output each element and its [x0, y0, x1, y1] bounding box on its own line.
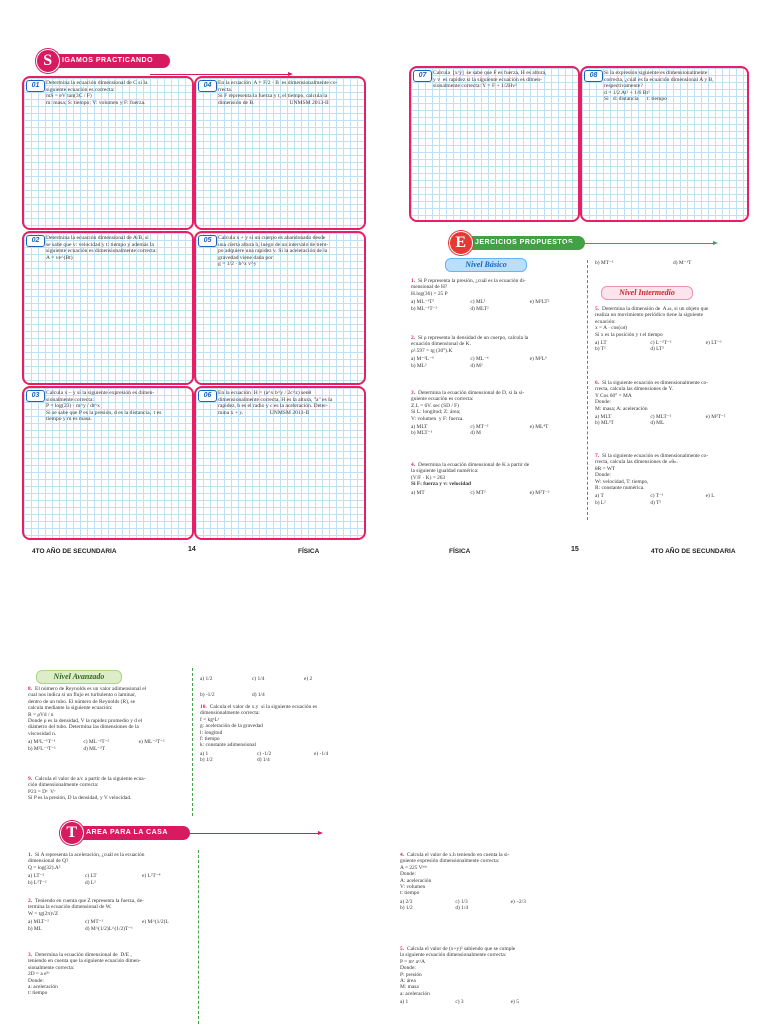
level-basic-badge: Nivel Básico — [445, 258, 527, 272]
section-title: AREA PARA LA CASA — [86, 829, 168, 836]
exercise-text: Si la expresión siguiente es dimensionalmente correcta, ¿cuál es la ecuación dimensional A y B, respectivamente? d = 1/2 At² + 1/6 Bt³ Si d: distancia t: tiempo — [604, 70, 714, 103]
question-10: 10. Calcula el valor de x.y si la siguiente ecuación es dimensionalmente correcta: f = kgˣLʸ g: aceleración de la gravedad l: longitud f: tiempo k: constante adimensional a) 1 c) -1/2 e) -1/4 b) 1/2 d) 1/4 — [200, 704, 329, 764]
exercise-number: 07 — [413, 70, 432, 82]
exercise-box-05 — [194, 231, 366, 385]
page-17 — [400, 660, 768, 1024]
exercise-box-08 — [580, 66, 749, 222]
section-title: JERCICIOS PROPUESTOS — [475, 239, 574, 246]
section-title: IGAMOS PRACTICANDO — [62, 57, 154, 64]
header-arrow — [565, 243, 715, 244]
section-letter: S — [36, 49, 60, 73]
column-divider — [587, 260, 588, 520]
exercise-text: Calcula [x/y] se sabe que F es fuerza, H es altura, y v es rapidez si la siguiente ecuación es dimen- sionalmente correcta: Y = F + 1/2Hv² — [433, 70, 547, 90]
level-intermediate-badge: Nivel Intermedio — [601, 286, 693, 300]
section-header-practicando — [42, 54, 170, 68]
question-9: 9. Calcula el valor de a/c a partir de la siguiente ecua- ción dimensionalmente correcta: P23 = Dᵃ Vᶜ Si P es la presión, D la densidad, y V velocidad. — [28, 776, 146, 802]
exercise-text: En la ecuación A = F/2 · B es dimensionalmente co- rrecta. Si F representa la fuerza y t, el tiempo, calcula la dimensión de B. UNMSM 2013-II — [218, 80, 338, 106]
header-arrow — [170, 833, 320, 834]
exercise-number: 08 — [584, 70, 603, 82]
question-3: 3. Determina la ecuación dimensional de D, si la si- guiente ecuación es correcta: Z.L = 6V. sec (SD / F) Si L: longitud; Z: área; V: volumen y F: fuerza. a) MLT c) MT⁻² e) ML⁴T b) MLT⁻¹ d) M — [411, 390, 549, 437]
exercise-text: Determina la ecuación dimensional de A/B, si se sabe que v: velocidad y t: tiempo y además la siguiente ecuación es dimensionalmente correcta: A = ve^(Bt) — [46, 235, 157, 261]
question-1: 1. Si P representa la presión, ¿cuál es la ecuación di- mensional de H? H.log(36) = 25 P a) ML⁻¹T² c) ML¹ e) M²LT² b) ML⁻¹T⁻² d) MLT² — [411, 278, 550, 312]
exercise-number: 02 — [26, 235, 45, 247]
question-5: 5. Determina la dimensión de A.ω, si un objeto que realiza un movimiento periódico tiene la siguiente ecuación: x = A · cos(ωt) Si x es la posición y t el tiempo a) LT c) L⁻²T⁻² e) LT⁻¹ b) T² d) LT² — [595, 306, 722, 353]
section-letter: E — [449, 231, 473, 255]
exercise-box-06 — [194, 386, 366, 540]
question-4: 4. Determina la ecuación dimensional de K a partir de la siguiente igualdad numérica: (V/F · K) = 263 Si F: fuerza y v: velocidad a) MT c) MT² e) M²T⁻² — [411, 462, 550, 496]
page-15 — [405, 60, 768, 565]
exercise-text: Determina la ecuación dimensional de C si la siguiente ecuación es correcta: mS = eV tan(3C / F) m: masa; S: tiempo; V: volumen y F: fuerza. — [46, 80, 148, 106]
exercise-number: 01 — [26, 80, 45, 92]
footer-subject: FÍSICA — [449, 548, 471, 555]
level-advanced-badge: Nivel Avanzado — [36, 670, 122, 684]
page-number: 14 — [188, 546, 196, 553]
exercise-box-02 — [22, 231, 194, 385]
footer-grade: 4TO AÑO DE SECUNDARIA — [651, 548, 736, 555]
exercise-box-01 — [22, 76, 194, 230]
section-letter: T — [60, 821, 84, 845]
exercise-box-03 — [22, 386, 194, 540]
page-number: 15 — [571, 546, 579, 553]
column-divider — [192, 668, 193, 816]
exercise-number: 04 — [198, 80, 217, 92]
question-7: 7. Si la siguiente ecuación es dimensionalmente co- rrecta, calcula las dimensiones de «θ». θR = WT Donde: W: velocidad, T: tiempo, R: constante numérica. a) T c) T⁻¹ e) L b) L² d) T² — [595, 453, 715, 506]
exercise-number: 06 — [198, 390, 217, 402]
exercise-text: Calcula x – y si la siguiente expresión es dimen- sionalmente correcta: P = log(23) · m^y / dt^x Si se sabe que P es la presión, d es la distancia, t es tiempo y m es masa. — [46, 390, 162, 423]
exercise-number: 03 — [26, 390, 45, 402]
homework-5: 5. Calcula el valor de (x+y)² sabiendo que se cumple la siguiente ecuación dimensionalmente correcta: P = mˣ aʸ/A Donde: P: presión A: área M: masa a: aceleración a) 1 c) 3 e) 5 — [400, 946, 519, 1006]
header-arrow — [150, 74, 290, 75]
homework-1: 1. Si A representa la aceleración, ¿cuál es la ecuación dimensional de Q? Q = log(32).A² a) LT⁻² c) LT e) L²T⁻⁴ b) L²T⁻² d) L² — [28, 852, 161, 886]
question-6: 6. Si la siguiente ecuación es dimensionalmente co- rrecta, calcula las dimensiones de Y. Y Cos 60° = MA Donde: M: masa; A: aceleración a) MLT c) MLT⁻² e) M²T⁻² b) ML²T d) ML — [595, 380, 726, 427]
column-divider — [198, 850, 199, 1024]
exercise-box-07 — [409, 66, 580, 222]
homework-4: 4. Calcula el valor de x.h teniendo en cuenta la si- guiente expresión dimensionalmente correcta: A = 225 Vᵏᵗʰ Donde: A: aceleración V: volumen t: tiempo a) 2/3 c) 1/3 e) –2/3 b) 1/2 d) 1/4 — [400, 852, 526, 912]
exercise-text: Calcula x + y si un cuerpo es abandonado desde una cierta altura h, luego de un intervalo de tiem- po adquiere una rapidez v. Si la aceleración de la gravedad viene dada por g = 1/2 · h^x v^y — [218, 235, 329, 268]
question-8: 8. El número de Reynolds es un valor adimensional el cual nos indica si un flujo es turbulento o laminar, dentro de un tubo. El número de Reynolds (R), se calcula mediante la siguiente ecuación: R = ρVd / n Donde ρ es la densidad, V la rapidez promedio y d el diámetro del tubo. Determina las dimensiones de la viscosidad n. a) M²L⁻¹T⁻¹ c) ML⁻²T⁻² e) ML⁻²T⁻² b) M²L⁻¹T⁻¹ d) ML⁻²T — [28, 686, 165, 752]
exercise-text: En la ecuación H = (a^x b^y / 2c^z) senθ dimensionalmente correcta, H es la altura, "a" es la rapidez, b es el radio y c es la aceleración. Deter- mina x + y. UNMSM 2013-II — [218, 390, 333, 416]
exercise-number: 05 — [198, 235, 217, 247]
question-9-options: a) 1/2 c) 1/4 e) 2 b) -1/2 d) 1/4 — [200, 676, 313, 699]
homework-2: 2. Teniendo en cuenta que Z representa la fuerza, de- termina la ecuación dimensional de W. W = tg(2π)√Z a) MLT⁻² c) MT⁻¹ e) M^(1/2)L b) ML d) M^(1/2)L^(1/2)T⁻¹ — [28, 898, 169, 932]
question-2: 2. Si ρ representa la densidad de un cuerpo, calcula la ecuación dimensional de K. ρ².597 = tg (30°).K a) M⁻²L⁻⁶ c) ML⁻⁶ e) M²L⁶ b) ML² d) M² — [411, 335, 547, 369]
homework-3: 3. Determina la ecuación dimensional de D/E , teniendo en cuenta que la siguiente ecuación dimen- sionalmente correcta: 2D = a eᴱᵗ Donde: a: aceleración t: tiempo — [28, 952, 141, 997]
footer-subject: FÍSICA — [298, 548, 320, 555]
page-14 — [22, 50, 377, 565]
footer-grade: 4TO AÑO DE SECUNDARIA — [32, 548, 117, 555]
question-4-options-cont: b) MT⁻¹ d) M⁻¹T — [595, 260, 692, 266]
exercise-box-04 — [194, 76, 366, 230]
page-16 — [22, 660, 392, 1024]
